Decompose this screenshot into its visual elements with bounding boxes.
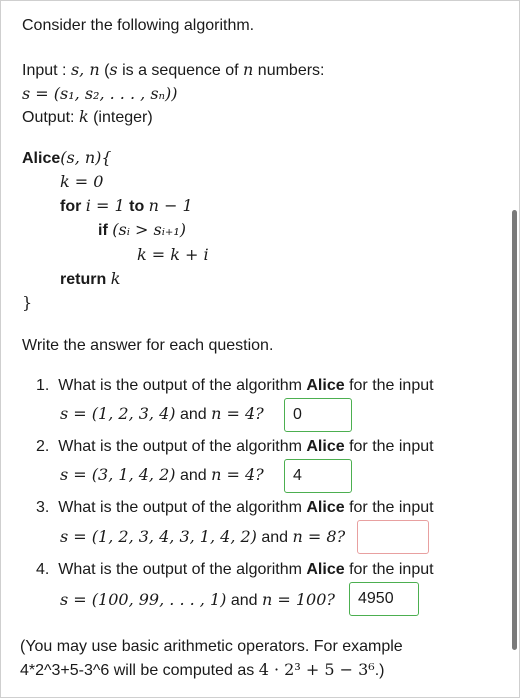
code-line-if: if (sᵢ > sᵢ₊₁): [98, 220, 187, 239]
question-4-line: 4. What is the output of the algorithm Alice for the input: [36, 561, 434, 578]
question-1-line: 1. What is the output of the algorithm Alice for the input: [36, 377, 434, 394]
question-3-line: 3. What is the output of the algorithm Alice for the input: [36, 499, 434, 516]
code-line-assign: k = k + i: [137, 245, 209, 264]
footer-note-line-1: (You may use basic arithmetic operators. For example: [20, 638, 403, 655]
question-3-condition: s = (1, 2, 3, 4, 3, 1, 4, 2) and n = 8?: [60, 527, 346, 546]
answer-4-input[interactable]: 4950: [349, 582, 419, 616]
code-line-return: return k: [60, 269, 121, 288]
sequence-definition: s = (s₁, s₂, . . . , sₙ)): [22, 84, 178, 103]
input-line: Input : s, n (s is a sequence of n numbers:: [22, 60, 325, 79]
question-4-condition: s = (100, 99, . . . , 1) and n = 100?: [60, 590, 335, 609]
instruction-text: Write the answer for each question.: [22, 337, 274, 354]
code-line-init: k = 0: [60, 172, 104, 191]
question-2-condition: s = (3, 1, 4, 2) and n = 4?: [60, 465, 264, 484]
question-2-line: 2. What is the output of the algorithm Alice for the input: [36, 438, 434, 455]
scrollbar[interactable]: [512, 210, 517, 650]
footer-note-line-2: 4*2^3+5-3^6 will be computed as 4 · 2³ + 5 − 3⁶.): [20, 660, 385, 679]
answer-1-input[interactable]: 0: [284, 398, 352, 432]
answer-3-input[interactable]: [357, 520, 429, 554]
function-close: }: [22, 293, 33, 312]
code-line-for: for i = 1 to n − 1: [60, 196, 193, 215]
function-header: Alice(s, n){: [22, 148, 112, 167]
intro-text: Consider the following algorithm.: [22, 17, 255, 34]
answer-2-input[interactable]: 4: [284, 459, 352, 493]
output-line: Output: k (integer): [22, 107, 153, 126]
question-1-condition: s = (1, 2, 3, 4) and n = 4?: [60, 404, 264, 423]
